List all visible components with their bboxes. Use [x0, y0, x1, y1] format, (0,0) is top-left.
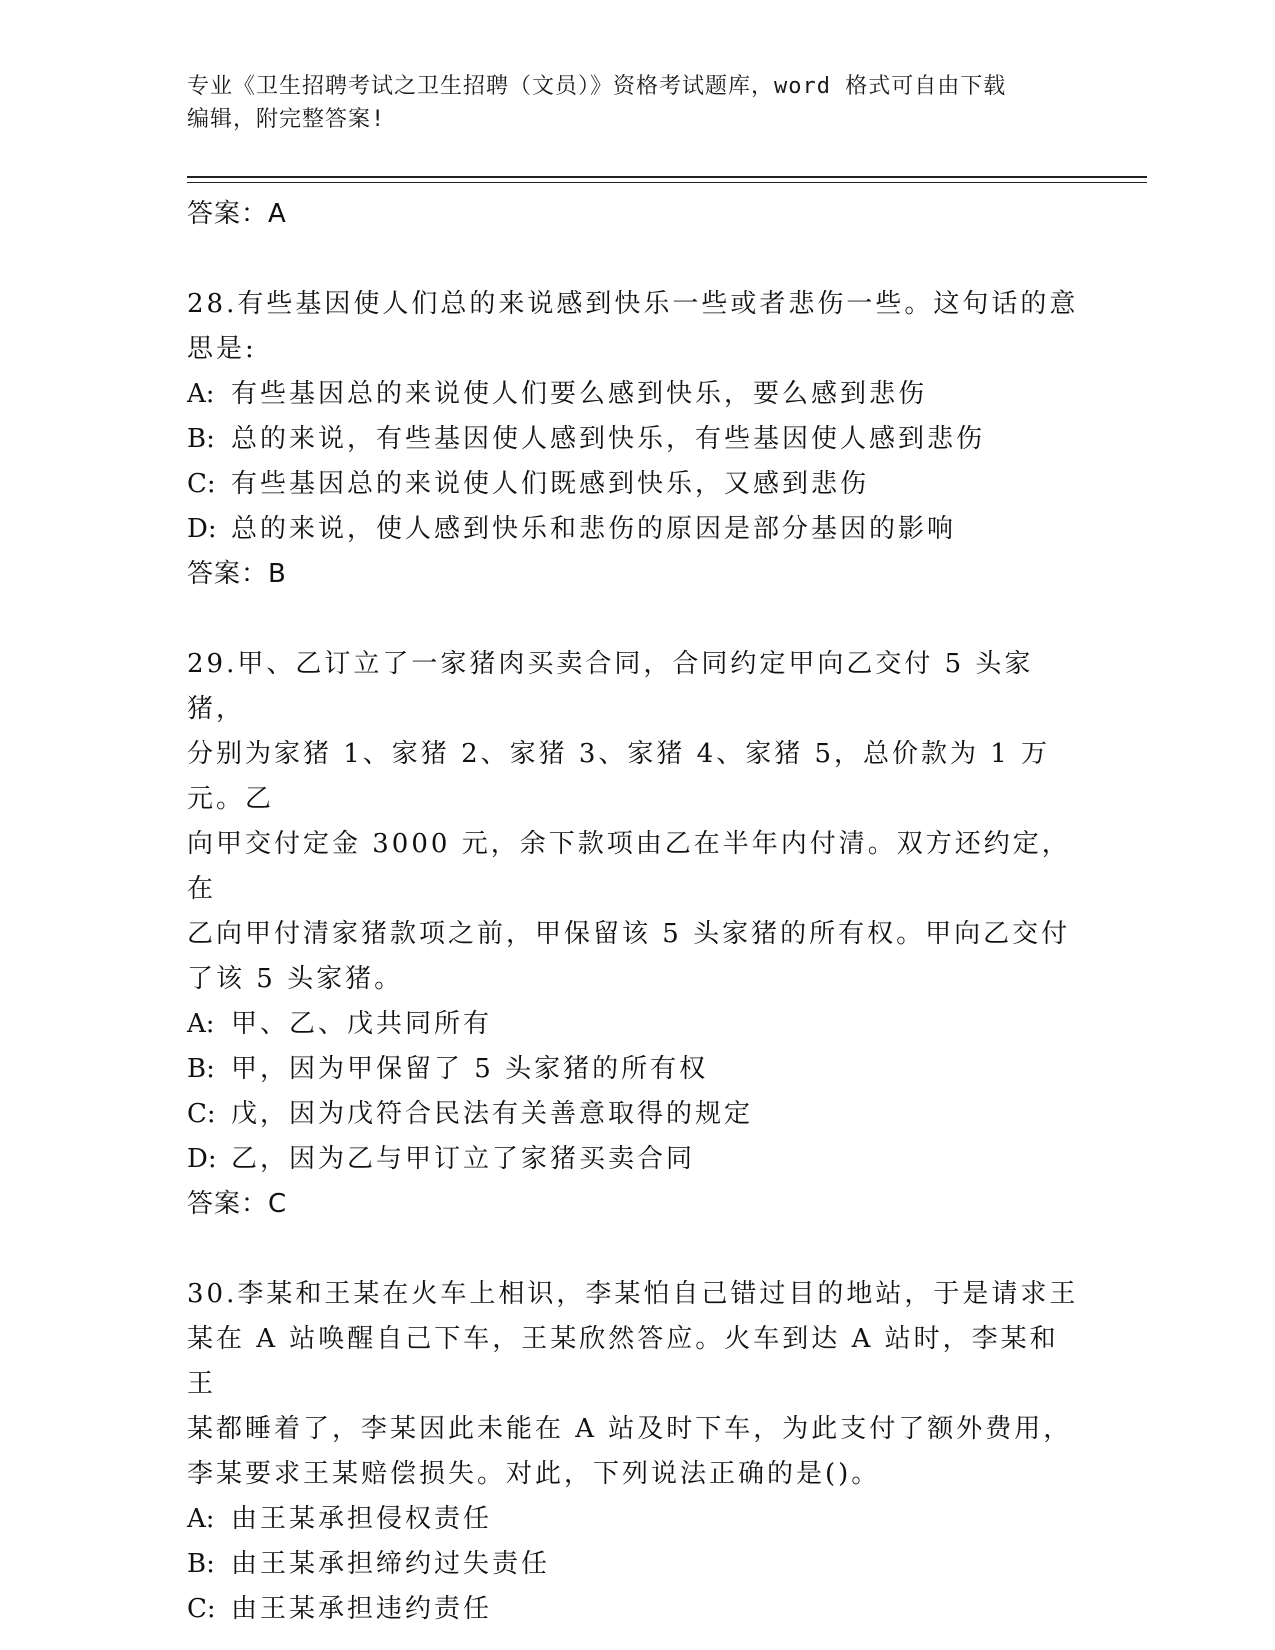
- header-divider-thick: [187, 176, 1147, 178]
- question-29: [187, 642, 1087, 1226]
- option-text: 由王某承担违约责任: [231, 1594, 493, 1624]
- stem-line: 了该 5 头家猪。: [187, 964, 404, 994]
- previous-answer: 答案：A: [187, 199, 287, 229]
- answer-line: 答案：B: [187, 559, 287, 589]
- option-text: 有些基因总的来说使人们要么感到快乐，要么感到悲伤: [231, 379, 928, 409]
- option-key: C:: [187, 469, 216, 499]
- question-stem: [187, 642, 1087, 1002]
- option-key: A:: [187, 379, 215, 409]
- option-key: A:: [187, 1009, 215, 1039]
- option-c: [187, 1587, 1087, 1632]
- option-text: 由王某承担缔约过失责任: [231, 1549, 551, 1579]
- option-a: [187, 1497, 1087, 1542]
- option-b: [187, 1542, 1087, 1587]
- stem-line: 29.甲、乙订立了一家猪肉买卖合同，合同约定甲向乙交付 5 头家猪，: [187, 649, 1034, 724]
- stem-line: 分别为家猪 1、家猪 2、家猪 3、家猪 4、家猪 5，总价款为 1 万元。乙: [187, 739, 1051, 814]
- option-c: [187, 1092, 1087, 1137]
- header-line-1: 专业《卫生招聘考试之卫生招聘（文员）》资格考试题库，word 格式可自由下载: [187, 74, 1007, 99]
- header-line-2: 编辑，附完整答案!: [187, 107, 386, 132]
- stem-line: 李某要求王某赔偿损失。对此，下列说法正确的是()。: [187, 1459, 881, 1489]
- stem-line: 某在 A 站唤醒自己下车，王某欣然答应。火车到达 A 站时，李某和王: [187, 1324, 1059, 1399]
- option-text: 由王某承担侵权责任: [231, 1504, 493, 1534]
- stem-line: 30.李某和王某在火车上相识，李某怕自己错过目的地站，于是请求王: [187, 1279, 1079, 1309]
- option-key: D:: [187, 1144, 217, 1174]
- option-text: 总的来说，有些基因使人感到快乐，有些基因使人感到悲伤: [231, 424, 986, 454]
- document-header: [187, 70, 1087, 136]
- question-28: [187, 282, 1087, 596]
- option-a: [187, 1002, 1087, 1047]
- option-key: A:: [187, 1504, 215, 1534]
- stem-line: 某都睡着了，李某因此未能在 A 站及时下车，为此支付了额外费用，: [187, 1414, 1073, 1444]
- option-c: [187, 462, 1087, 507]
- stem-line: 向甲交付定金 3000 元，余下款项由乙在半年内付清。双方还约定，在: [187, 829, 1071, 904]
- option-key: D:: [187, 514, 217, 544]
- option-key: C:: [187, 1594, 216, 1624]
- option-a: [187, 372, 1087, 417]
- option-b: [187, 417, 1087, 462]
- option-b: [187, 1047, 1087, 1092]
- option-text: 戊，因为戊符合民法有关善意取得的规定: [231, 1099, 754, 1129]
- question-stem: [187, 282, 1087, 372]
- stem-line: 28.有些基因使人们总的来说感到快乐一些或者悲伤一些。这句话的意: [187, 289, 1079, 319]
- option-text: 甲、乙、戊共同所有: [231, 1009, 493, 1039]
- option-key: C:: [187, 1099, 216, 1129]
- question-30: [187, 1272, 1087, 1632]
- header-divider-thin: [187, 182, 1147, 183]
- option-d: [187, 507, 1087, 552]
- question-stem: [187, 1272, 1087, 1497]
- answer-line: 答案：C: [187, 1189, 288, 1219]
- stem-line: 乙向甲付清家猪款项之前，甲保留该 5 头家猪的所有权。甲向乙交付: [187, 919, 1071, 949]
- option-text: 有些基因总的来说使人们既感到快乐，又感到悲伤: [231, 469, 870, 499]
- option-text: 乙，因为乙与甲订立了家猪买卖合同: [231, 1144, 696, 1174]
- option-key: B:: [187, 424, 215, 454]
- option-text: 甲，因为甲保留了 5 头家猪的所有权: [231, 1054, 709, 1084]
- stem-line: 思是:: [187, 334, 257, 364]
- option-key: B:: [187, 1549, 215, 1579]
- option-text: 总的来说，使人感到快乐和悲伤的原因是部分基因的影响: [231, 514, 957, 544]
- option-key: B:: [187, 1054, 215, 1084]
- question-list: [187, 192, 1087, 1632]
- option-d: [187, 1137, 1087, 1182]
